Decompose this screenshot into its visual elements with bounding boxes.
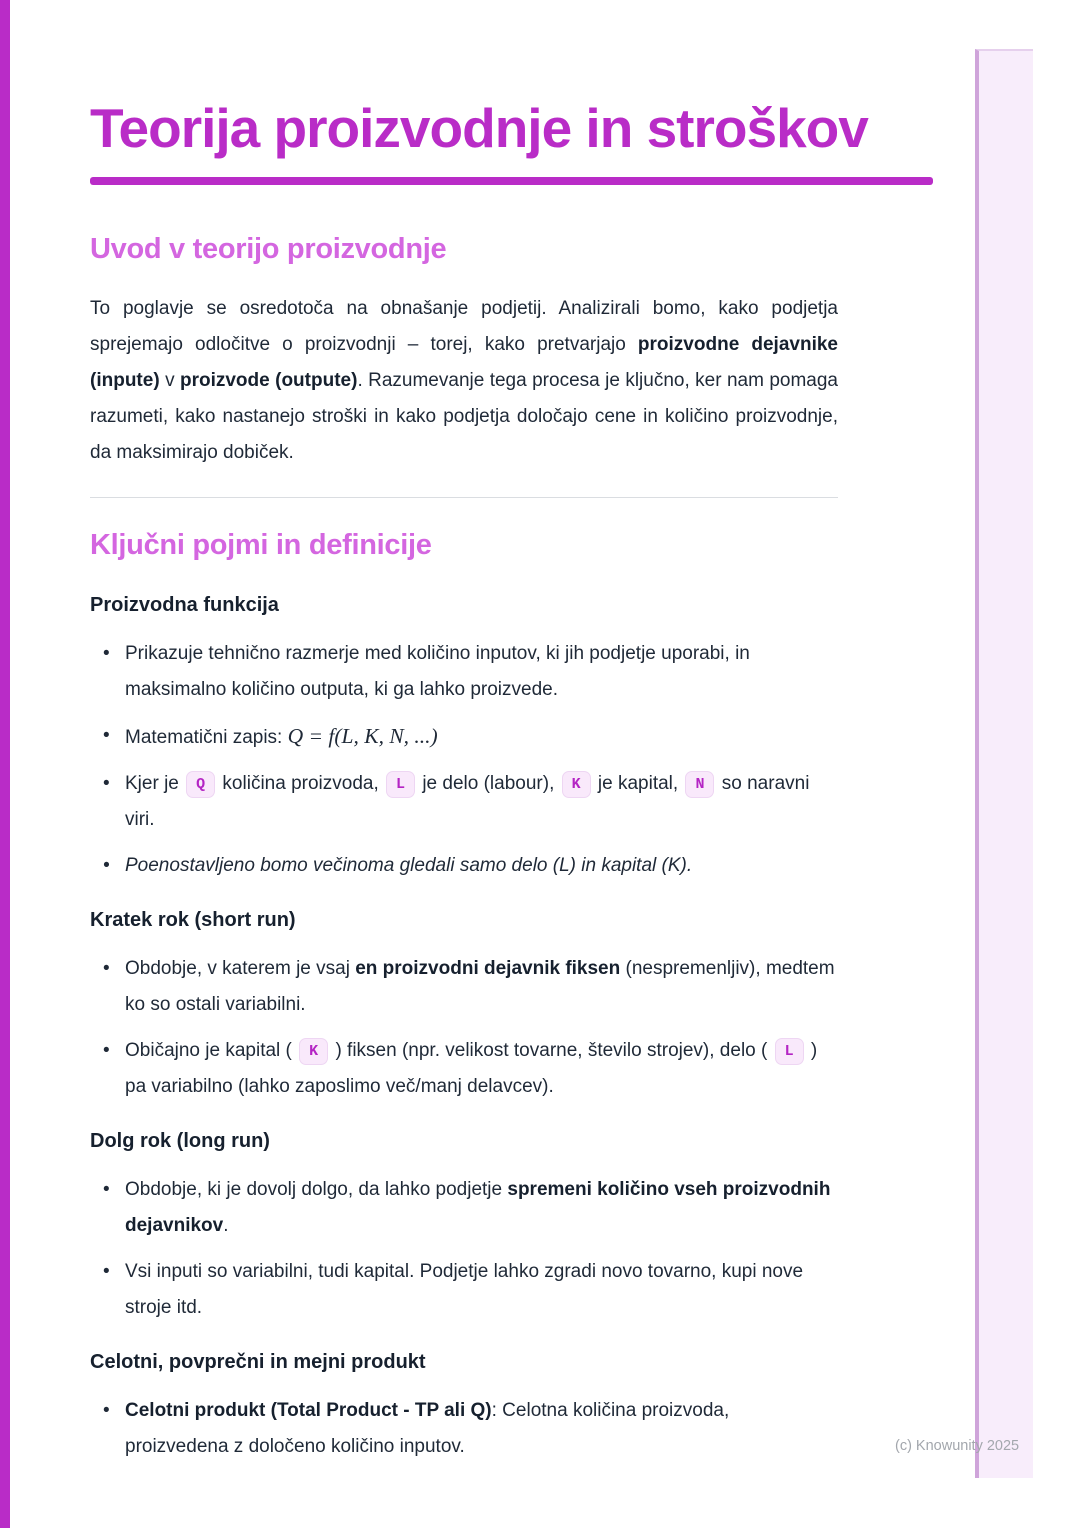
list-item [90,1172,838,1244]
right-accent-stripe [975,49,1033,1478]
inline-code-badge-l: L [775,1038,804,1065]
inline-code-badge-q: Q [186,771,215,798]
inline-code-badge-k: K [299,1038,328,1065]
bullet-text: : Celotna količina proizvoda, proizvedena z določeno količino inputov. [125,1400,730,1457]
bullet-text: (nespremenljiv), medtem ko so ostali variabilni. [125,958,835,1015]
list-item [90,718,838,756]
bullet-text: je delo (labour), [417,773,560,794]
bullet-bold: Celotni produkt (Total Product - TP ali Q) [125,1400,492,1421]
inline-code-badge-k: K [562,771,591,798]
bullet-bold: spremeni količino vseh proizvodnih dejavnikov [125,1179,831,1236]
bullet-text: Običajno je kapital ( [125,1040,298,1061]
subheading-long-run: Dolg rok (long run) [90,1130,270,1152]
subheading-products: Celotni, povprečni in mejni produkt [90,1351,426,1373]
bullet-text: so naravni viri. [125,773,810,830]
intro-bold-outputs: proizvode (outpute) [179,370,358,391]
list-item [90,1393,838,1465]
note-content [90,0,938,1465]
list-item [90,1033,838,1105]
bullet-text: Obdobje, ki je dovolj dolgo, da lahko podjetje [125,1179,508,1200]
section-heading-intro: Uvod v teorijo proizvodnje [90,233,447,265]
section-heading-key-terms: Ključni pojmi in definicije [90,529,432,561]
bullet-text: . [223,1215,229,1236]
long-run-list [90,1172,838,1326]
bullet-text-italic: Poenostavljeno bomo večinoma gledali samo delo (L) in kapital (K). [125,855,693,876]
intro-text: . Razumevanje tega procesa je ključno, ker nam pomaga razumeti, kako nastanejo stroški in kako podjetja določajo cene in količino proizvodnje, da maksimirajo dobiček. [90,370,838,463]
list-item-note [90,848,838,884]
list-item [90,636,838,708]
bullet-text: ) fiksen (npr. velikost tovarne, število strojev), delo ( [330,1040,773,1061]
copyright-watermark: (c) Knowunity 2025 [895,1438,1020,1454]
bullet-text: je kapital, [592,773,684,794]
production-function-list [90,636,838,884]
math-formula: Q = f(L, K, N, ...) [287,724,438,748]
bullet-text: Vsi inputi so variabilni, tudi kapital. Podjetje lahko zgradi novo tovarno, kupi nove stroje itd. [125,1261,804,1318]
list-item [90,766,838,838]
list-item [90,951,838,1023]
subheading-production-function: Proizvodna funkcija [90,594,279,616]
page-title: Teorija proizvodnje in stroškov [90,97,868,159]
bullet-text: Obdobje, v katerem je vsaj [125,958,356,979]
subheading-short-run: Kratek rok (short run) [90,909,296,931]
bullet-text: ) pa variabilno (lahko zaposlimo več/manj delavcev). [125,1040,818,1097]
title-underline-rule [90,177,933,185]
bullet-text: Matematični zapis: [125,727,288,748]
products-list [90,1393,838,1465]
inline-code-badge-l: L [386,771,415,798]
bullet-text: Kjer je [125,773,185,794]
inline-code-badge-n: N [685,771,714,798]
bullet-text: Prikazuje tehnično razmerje med količino inputov, ki jih podjetje uporabi, in maksimalno količino outputa, ki ga lahko proizvede. [125,643,750,700]
bullet-text: količina proizvoda, [217,773,385,794]
bullet-bold: en proizvodni dejavnik fiksen [355,958,621,979]
list-item [90,1254,838,1326]
intro-text: v [159,370,180,391]
short-run-list [90,951,838,1105]
intro-text: To poglavje se osredotoča na obnašanje podjetij. Analizirali bomo, kako podjetja sprejemajo odločitve o proizvodnji – torej, kako pretvarjajo [90,298,838,355]
intro-paragraph [90,291,838,471]
intro-bold-inputs: proizvodne dejavnike (inpute) [90,334,838,391]
left-accent-stripe [0,0,10,1528]
section-divider [90,497,838,498]
